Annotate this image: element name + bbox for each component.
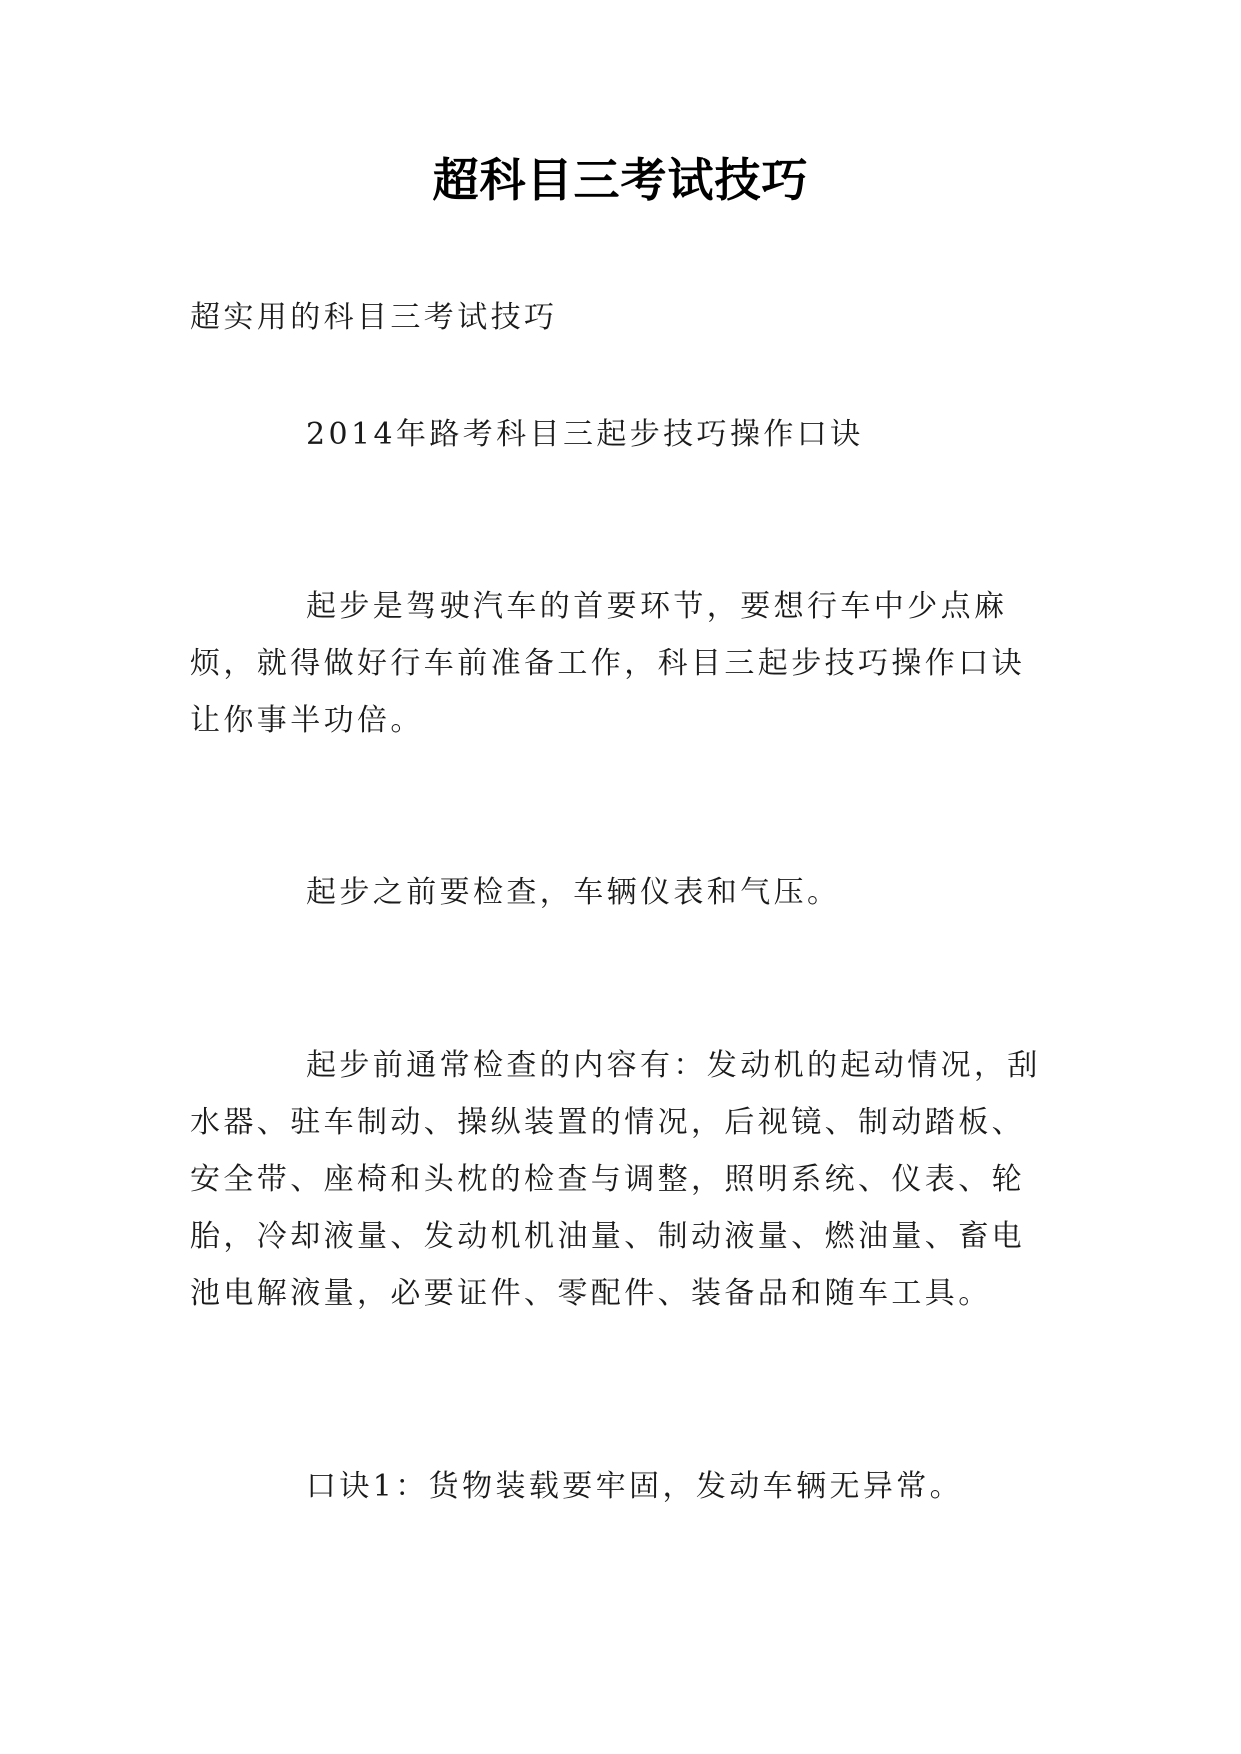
- document-title: 超科目三考试技巧: [432, 153, 809, 207]
- subtitle-paragraph: 超实用的科目三考试技巧: [190, 300, 558, 335]
- rhyme-1-paragraph: 口诀1：货物装载要牢固，发动车辆无异常。: [306, 1469, 964, 1504]
- section-heading-paragraph: 2014年路考科目三起步技巧操作口诀: [306, 417, 864, 452]
- intro-paragraph: 起步是驾驶汽车的首要环节，要想行车中少点麻烦，就得做好行车前准备工作，科目三起步技巧操作口诀让你事半功倍。: [190, 589, 1025, 738]
- checklist-rhyme-paragraph: 起步之前要检查，车辆仪表和气压。: [306, 875, 841, 910]
- inspection-details-paragraph: 起步前通常检查的内容有：发动机的起动情况，刮水器、驻车制动、操纵装置的情况，后视镜、制动踏板、安全带、座椅和头枕的检查与调整，照明系统、仪表、轮胎，冷却液量、发动机机油量、制动液量、燃油量、畜电池电解液量，必要证件、零配件、装备品和随车工具。: [190, 1048, 1041, 1311]
